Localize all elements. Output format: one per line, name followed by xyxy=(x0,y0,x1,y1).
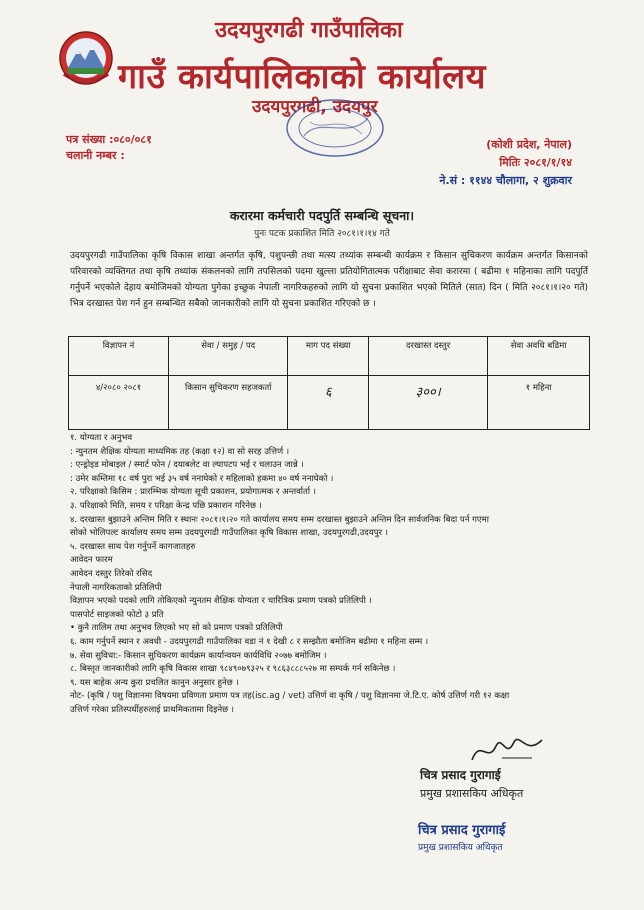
list-item: आवेदन दस्तुर तिरेको रसिद xyxy=(70,568,153,579)
notice-subtitle: पुनः पटक प्रकाशित मिति २०८१।१।१४ गते xyxy=(254,229,390,239)
table-row xyxy=(69,376,590,430)
table-header-row xyxy=(69,337,590,376)
list-item: १. योग्यता र अनुभव xyxy=(70,433,133,443)
table-header: दरखास्त दस्तुर xyxy=(369,337,488,376)
table-cell: किसान सुचिकरण सहजकर्ता xyxy=(169,376,288,430)
list-item: ९. यस बाहेक अन्य कुरा प्रचलित कानुन अनुसार हुनेछ । xyxy=(70,677,239,688)
list-item: : न्युनतम शैक्षिक योग्यता माध्यमिक तह (कक्षा १२) वा सो सरह उत्तिर्ण । xyxy=(70,446,290,457)
table-cell: १ महिना xyxy=(488,376,590,430)
list-item: ८. बिस्तृत जानकारीको लागि कृषि विकास शाखा ९८४९०७९३२५ र ९८६३८८८५२७ मा सम्पर्क गर्न सकिनेछ । xyxy=(70,664,396,675)
date-label: मितिः २०८१/१/१४ xyxy=(499,156,572,169)
list-item: ४. दरखास्त बुझाउने अन्तिम मिति र स्थानः २०८१।१।२० गते कार्यालय समय सम्म दरखास्त बुझाउने अन्तिम दिन सार्वजनिक बिदा पर्न गएमा xyxy=(70,514,489,525)
list-item: ५. दरखास्त साथ पेश गर्नुपर्ने कागजातहरु xyxy=(70,541,196,552)
office-stamp-icon xyxy=(280,96,390,160)
notice-title: करारमा कर्मचारी पदपुर्ति सम्बन्धि सूचना। xyxy=(229,208,415,223)
table-header: सेवा / समुह / पद xyxy=(169,337,288,376)
table-cell: ४/२०८० २०८१ xyxy=(69,376,169,430)
nepal-emblem-icon xyxy=(58,28,114,90)
list-item: : एन्ड्रोइड मोबाइल / स्मार्ट फोन / दयाबलेट वा ल्यापटप भई र चलाउन जान्ने । xyxy=(70,460,304,471)
table-header: माग पद संख्या xyxy=(288,337,369,376)
signatory-name: चित्र प्रसाद गुरागाई xyxy=(420,768,501,782)
list-item: ३. परिक्षाको मिति, समय र परिक्षा केन्द्र पछि प्रकाशन गरिनेछ । xyxy=(70,500,262,511)
letter-meta xyxy=(66,132,152,164)
letter-number: पत्र संख्या :०८०/०८१ xyxy=(66,133,152,146)
title-stamp: प्रमुख प्रशासकिय अधिकृत xyxy=(418,843,503,853)
table-header: सेवा अवधि बढिमा xyxy=(488,337,590,376)
list-item: नोट- (कृषि / पशु विज्ञानमा विषयमा प्रविणता प्रमाण पत्र तह(isc.ag / vet) उत्तिर्ण वा कृषि / पशु विज्ञानमा जे.टि.ए. कोर्ष उत्तिर्ण गरी १२ कक्षा xyxy=(70,691,510,702)
notice-paragraph: उदयपुरगढी गाउँपालिका कृषि विकास शाखा अन्तर्गत कृषि, पशुपन्छी तथा मत्स्य तथ्यांक सम्बन्धी कार्यक्रम र किसान सुचिकरण कार्यक्रम अन्तर्गत किसानको परिवारको व्यक्तिगत तथा कृषि तथ्यांक संकलनको लागि तपसिलको पदमा खुल्ला प्रतियोगितात्मक परीक्षाबाट सेवा करारमा ( बढीमा १ महिनाका लागि पदपुर्ति गर्नुपर्ने भएकोले देहाय बमोजिमको योग्यता पुगेका इच्छुक नेपाली नागरिकहरुको लागि यो सुचना प्रकाशित भएको मितिले (सात) दिन ( मिति २०८१।१।२० गते) भित्र दरखास्त पेश गर्न हुन सम्बन्धित सबैको जानकारीको लागि यो सुचना प्रकाशित गरिएको छ । xyxy=(70,251,588,309)
list-item: २. परिक्षाको किसिम : प्रारम्भिक योग्यता सूची प्रकाशन, प्रयोगात्मक र अन्तर्वार्ता । xyxy=(70,487,316,498)
municipality-name: उदयपुरगढी गाउँपालिका xyxy=(215,18,403,43)
list-item: उत्तिर्ण गरेका प्रतिस्पर्धीहरुलाई प्राथमिकतामा दिइनेछ । xyxy=(70,704,234,715)
name-stamp: चित्र प्रसाद गुरागाई xyxy=(418,823,506,838)
office-name: गाउँ कार्यपालिकाको कार्यालय xyxy=(118,57,486,97)
list-item: सोको भोलिपल्ट कार्यालय समय सम्म उदयपुरगढी गाउँपालिका कृषि विकास शाखा, उदयपुरगढी,उदयपुर । xyxy=(70,528,388,539)
table-header: विज्ञापन नं xyxy=(69,337,169,376)
list-item: पासपोर्ट साइजको फोटो ३ प्रति xyxy=(70,609,164,620)
date-meta xyxy=(439,136,572,190)
list-item: विज्ञापन भएको पदको लागि तोकिएको न्युनतम शैक्षिक योग्यता र चारित्रिक प्रमाण पत्रको प्रतिलिपी । xyxy=(70,596,372,607)
list-item: नेपाली नागरिकताको प्रतिलिपी xyxy=(70,582,162,593)
table-cell: ६ xyxy=(288,376,369,430)
dispatch-number: चलानी नम्बर : xyxy=(66,149,125,162)
province-label: (कोशी प्रदेश, नेपाल) xyxy=(486,138,572,151)
list-item: ६. काम गर्नुपर्ने स्थान र अवधी - उदयपुरगढी गाउँपालिका वडा नं १ देखी ८ र सम्झौता बमोजिम बढीमा १ महिना सम्म । xyxy=(70,636,429,647)
signatory-title: प्रमुख प्रशासकिय अधिकृत xyxy=(420,787,524,800)
list-item: • कुनै तालिम तथा अनुभव लिएको भए सो को प्रमाण पत्रको प्रतिलिपी xyxy=(70,623,283,634)
table-cell: ३००। xyxy=(369,376,488,430)
requirements-list xyxy=(70,432,590,717)
nepal-sambat-date: ने.सं : ११४४ चौलागा, २ शुक्रवार xyxy=(439,174,572,187)
list-item: : उमेर कम्तिमा १८ वर्ष पुरा भई ३५ वर्ष ननाघेको र महिलाको हकमा ४० वर्ष ननाघेको । xyxy=(70,473,334,484)
list-item: आवेदन फारम xyxy=(70,555,113,566)
signature-icon xyxy=(462,730,552,766)
office-location: उदयपुरगढी, उदयपुर xyxy=(252,97,378,117)
vacancy-table xyxy=(68,336,590,430)
list-item: ७. सेवा सुविधा:- किसान सुचिकरण कार्यक्रम कार्यान्वयन कार्यविधि २०७७ बमोजिम । xyxy=(70,650,327,661)
